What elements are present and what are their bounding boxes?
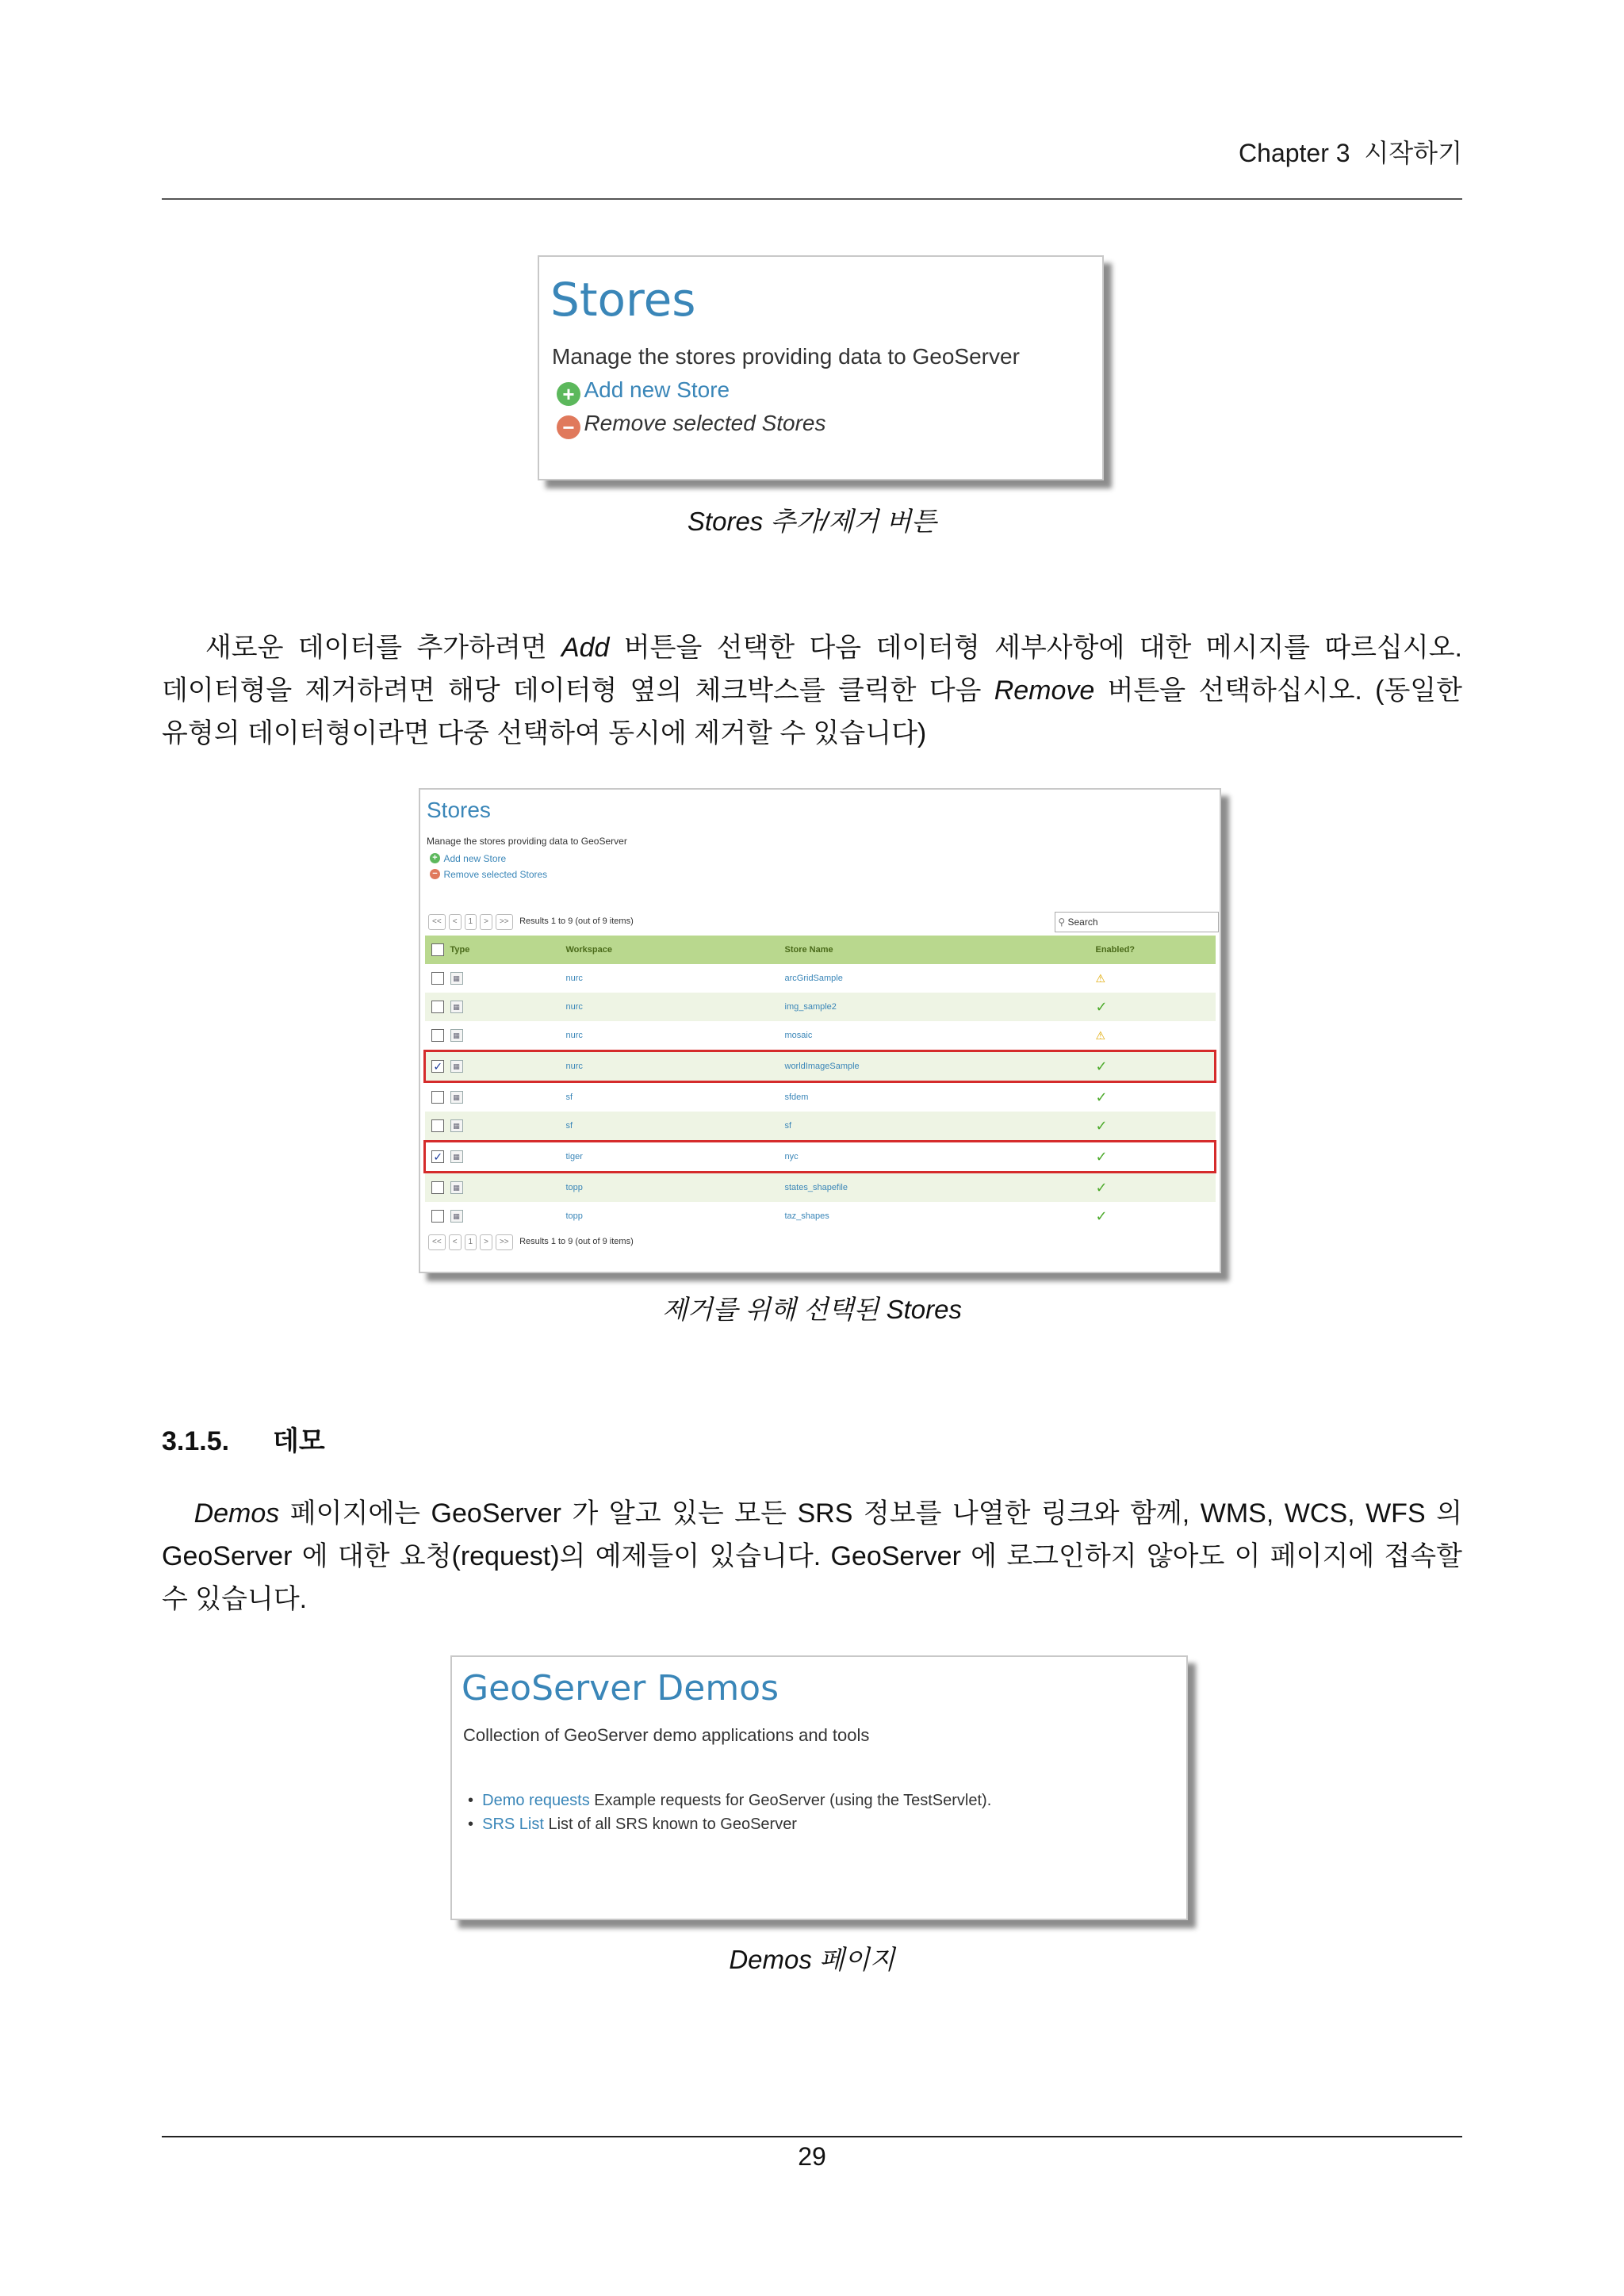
cell-type xyxy=(450,1112,566,1142)
remove-store-link[interactable]: Remove selected Stores xyxy=(584,411,826,435)
cell-store-name xyxy=(785,993,1096,1021)
workspace-link[interactable]: nurc xyxy=(565,1002,583,1012)
cell-enabled xyxy=(1096,1202,1216,1230)
cell-type xyxy=(450,1021,566,1051)
cell-workspace xyxy=(566,1051,785,1082)
store-name-link[interactable]: nyc xyxy=(784,1152,799,1161)
store-name-link[interactable]: arcGridSample xyxy=(784,974,843,983)
pager-next[interactable]: > xyxy=(480,1234,492,1250)
cell-workspace xyxy=(566,1021,785,1051)
demos-title: GeoServer Demos xyxy=(462,1668,779,1709)
cell-workspace xyxy=(566,1202,785,1230)
cell-workspace xyxy=(566,993,785,1021)
remove-store-row[interactable] xyxy=(430,867,547,882)
remove-store-row[interactable] xyxy=(557,411,826,439)
cell-type xyxy=(450,964,566,993)
running-header xyxy=(1239,133,1462,170)
section-number: 3.1.5. xyxy=(162,1426,230,1456)
row-checkbox[interactable] xyxy=(431,972,444,985)
paragraph-demos xyxy=(162,1492,1462,1621)
col-type[interactable]: Type xyxy=(450,936,566,964)
pager-prev[interactable]: < xyxy=(449,914,462,930)
workspace-link[interactable]: nurc xyxy=(565,1062,583,1071)
cell-enabled xyxy=(1096,1051,1216,1082)
pager-prev[interactable]: < xyxy=(449,1234,462,1250)
para1-line1: 새로운 데이터를 추가하려면 Add 버튼을 선택한 다음 데이터형 세부사항에 대한 메시지를 따르십시오. xyxy=(205,633,1462,663)
header-rule xyxy=(162,198,1462,200)
store-name-link[interactable]: states_shapefile xyxy=(784,1183,848,1192)
row-checkbox[interactable] xyxy=(431,1091,444,1104)
chapter-title: 시작하기 xyxy=(1364,139,1462,167)
table-row[interactable] xyxy=(425,1051,1216,1082)
demos-screenshot xyxy=(450,1655,1188,1920)
store-name-link[interactable]: sfdem xyxy=(784,1093,809,1102)
row-checkbox[interactable] xyxy=(431,1119,444,1132)
workspace-link[interactable]: topp xyxy=(565,1183,583,1192)
srs-list-link[interactable]: SRS List xyxy=(482,1816,544,1833)
store-type-icon: ▦ xyxy=(450,1001,463,1013)
cell-select[interactable] xyxy=(425,1051,450,1082)
search-placeholder: Search xyxy=(1067,916,1098,928)
cell-type xyxy=(450,1051,566,1082)
cell-enabled xyxy=(1096,964,1216,993)
store-name-link[interactable]: sf xyxy=(784,1121,792,1131)
row-checkbox[interactable]: ✓ xyxy=(431,1150,444,1163)
table-row[interactable] xyxy=(425,1202,1216,1230)
cell-store-name xyxy=(785,964,1096,993)
demo-list-item xyxy=(468,1816,797,1834)
enabled-check-icon: ✓ xyxy=(1095,998,1108,1015)
srs-list-desc: List of all SRS known to GeoServer xyxy=(543,1816,797,1833)
pager-page[interactable]: 1 xyxy=(465,914,477,930)
row-checkbox[interactable] xyxy=(431,1181,444,1194)
cell-type xyxy=(450,1202,566,1230)
add-store-link[interactable]: Add new Store xyxy=(584,377,730,402)
page-number: 29 xyxy=(798,2142,826,2171)
pager-top xyxy=(428,913,634,930)
stores-title: Stores xyxy=(550,273,696,327)
store-name-link[interactable]: worldImageSample xyxy=(784,1062,860,1071)
bullet-icon: • xyxy=(468,1792,483,1809)
stores-buttons-screenshot xyxy=(538,255,1104,480)
cell-select[interactable] xyxy=(425,1082,450,1112)
para2-line2: GeoServer 에 대한 요청(request)의 예제들이 있습니다. GeoServer 에 로그인하지 않아도 이 페이지에 접속할 xyxy=(162,1541,1462,1571)
demos-subtitle: Collection of GeoServer demo applications and tools xyxy=(463,1725,870,1745)
pager-last[interactable]: >> xyxy=(496,914,513,930)
cell-store-name xyxy=(785,1112,1096,1142)
col-enabled[interactable]: Enabled? xyxy=(1096,936,1216,964)
cell-workspace xyxy=(566,1173,785,1203)
stores-subtitle: Manage the stores providing data to GeoServer xyxy=(552,344,1020,369)
stores-title: Stores xyxy=(427,798,491,822)
workspace-link[interactable]: nurc xyxy=(565,974,583,983)
store-type-icon: ▦ xyxy=(450,1150,463,1163)
cell-type xyxy=(450,993,566,1021)
cell-workspace xyxy=(566,964,785,993)
cell-workspace xyxy=(566,1142,785,1173)
enabled-check-icon: ✓ xyxy=(1095,1089,1108,1105)
results-count: Results 1 to 9 (out of 9 items) xyxy=(519,1237,634,1246)
para2-line3: 수 있습니다. xyxy=(162,1584,308,1614)
table-row[interactable] xyxy=(425,1112,1216,1142)
cell-store-name xyxy=(785,1142,1096,1173)
remove-icon: − xyxy=(430,869,440,879)
pager-last[interactable]: >> xyxy=(496,1234,513,1250)
figure-2-caption: 제거를 위해 선택된 Stores xyxy=(662,1295,962,1324)
demo-requests-link[interactable]: Demo requests xyxy=(482,1792,590,1809)
chapter-label: Chapter 3 xyxy=(1239,139,1350,167)
search-icon: ⚲ xyxy=(1055,916,1066,928)
results-count: Results 1 to 9 (out of 9 items) xyxy=(519,916,634,926)
table-row[interactable] xyxy=(425,993,1216,1021)
select-all-checkbox[interactable] xyxy=(431,943,444,956)
add-store-row[interactable] xyxy=(557,377,730,406)
cell-select[interactable] xyxy=(425,964,450,993)
remove-store-link[interactable]: Remove selected Stores xyxy=(443,869,548,880)
workspace-link[interactable]: tiger xyxy=(565,1152,583,1161)
figure-3-caption: Demos 페이지 xyxy=(729,1945,895,1974)
section-heading xyxy=(162,1419,325,1458)
stores-subtitle: Manage the stores providing data to GeoServer xyxy=(427,836,627,847)
row-checkbox[interactable] xyxy=(431,1210,444,1223)
search-input[interactable] xyxy=(1055,912,1219,932)
store-type-icon: ▦ xyxy=(450,1181,463,1194)
store-type-icon: ▦ xyxy=(450,972,463,985)
store-name-link[interactable]: img_sample2 xyxy=(784,1002,837,1012)
bullet-icon: • xyxy=(468,1816,483,1833)
table-row[interactable] xyxy=(425,964,1216,993)
add-store-link[interactable]: Add new Store xyxy=(443,853,507,864)
demo-list-item xyxy=(468,1792,991,1810)
store-type-icon: ▦ xyxy=(450,1119,463,1132)
workspace-link[interactable]: topp xyxy=(565,1211,583,1221)
section-title: 데모 xyxy=(273,1426,325,1456)
table-row[interactable] xyxy=(425,1082,1216,1112)
cell-type xyxy=(450,1082,566,1112)
cell-select[interactable] xyxy=(425,1202,450,1230)
cell-enabled xyxy=(1096,1173,1216,1203)
enabled-check-icon: ✓ xyxy=(1095,1179,1108,1196)
footer-rule xyxy=(162,2136,1462,2137)
cell-store-name xyxy=(785,1173,1096,1203)
demo-requests-desc: Example requests for GeoServer (using the TestServlet). xyxy=(589,1792,992,1809)
store-type-icon: ▦ xyxy=(450,1210,463,1223)
cell-store-name xyxy=(785,1202,1096,1230)
cell-enabled xyxy=(1096,1082,1216,1112)
warning-icon: ⚠ xyxy=(1095,971,1106,985)
workspace-link[interactable]: nurc xyxy=(565,1031,583,1040)
paragraph-stores xyxy=(162,626,1462,755)
cell-select[interactable] xyxy=(425,1112,450,1142)
row-checkbox[interactable]: ✓ xyxy=(431,1060,444,1073)
pager-bottom xyxy=(428,1234,634,1250)
cell-select[interactable] xyxy=(425,1142,450,1173)
enabled-check-icon: ✓ xyxy=(1095,1117,1108,1134)
figure-1-caption: Stores 추가/제거 버튼 xyxy=(687,507,937,536)
add-icon: + xyxy=(557,382,580,406)
para1-line3: 유형의 데이터형이라면 다중 선택하여 동시에 제거할 수 있습니다) xyxy=(162,718,927,748)
store-type-icon: ▦ xyxy=(450,1091,463,1104)
store-name-link[interactable]: mosaic xyxy=(784,1031,813,1040)
store-name-link[interactable]: taz_shapes xyxy=(784,1211,829,1221)
workspace-link[interactable]: sf xyxy=(565,1093,573,1102)
cell-type xyxy=(450,1142,566,1173)
cell-store-name xyxy=(785,1051,1096,1082)
enabled-check-icon: ✓ xyxy=(1095,1058,1108,1074)
cell-workspace xyxy=(566,1082,785,1112)
cell-select[interactable] xyxy=(425,993,450,1021)
pager-first[interactable]: << xyxy=(428,914,446,930)
remove-icon: − xyxy=(557,415,580,439)
stores-table-wrap xyxy=(423,936,1216,1230)
cell-select[interactable] xyxy=(425,1021,450,1051)
table-row[interactable] xyxy=(425,1142,1216,1173)
enabled-check-icon: ✓ xyxy=(1095,1148,1108,1165)
add-store-row[interactable] xyxy=(430,851,506,866)
table-header xyxy=(425,936,1216,964)
add-icon: + xyxy=(430,853,440,863)
cell-enabled xyxy=(1096,993,1216,1021)
para2-line1: Demos 페이지에는 GeoServer 가 알고 있는 모든 SRS 정보를 나열한 링크와 함께, WMS, WCS, WFS 의 xyxy=(193,1498,1462,1529)
row-checkbox[interactable] xyxy=(431,1029,444,1042)
warning-icon: ⚠ xyxy=(1095,1028,1106,1042)
cell-enabled xyxy=(1096,1142,1216,1173)
cell-workspace xyxy=(566,1112,785,1142)
stores-table xyxy=(423,936,1216,1230)
stores-table-screenshot xyxy=(419,788,1221,1273)
cell-select[interactable] xyxy=(425,1173,450,1203)
workspace-link[interactable]: sf xyxy=(565,1121,573,1131)
pager-page[interactable]: 1 xyxy=(465,1234,477,1250)
enabled-check-icon: ✓ xyxy=(1095,1207,1108,1224)
col-store-name[interactable]: Store Name xyxy=(785,936,1096,964)
pager-first[interactable]: << xyxy=(428,1234,446,1250)
col-workspace[interactable]: Workspace xyxy=(566,936,785,964)
row-checkbox[interactable] xyxy=(431,1001,444,1013)
cell-store-name xyxy=(785,1021,1096,1051)
store-type-icon: ▦ xyxy=(450,1029,463,1042)
cell-enabled xyxy=(1096,1021,1216,1051)
cell-store-name xyxy=(785,1082,1096,1112)
store-type-icon: ▦ xyxy=(450,1060,463,1073)
pager-next[interactable]: > xyxy=(480,914,492,930)
table-row[interactable] xyxy=(425,1173,1216,1203)
cell-enabled xyxy=(1096,1112,1216,1142)
para1-line2: 데이터형을 제거하려면 해당 데이터형 옆의 체크박스를 클릭한 다음 Remove 버튼을 선택하십시오. (동일한 xyxy=(162,675,1462,706)
cell-type xyxy=(450,1173,566,1203)
table-row[interactable] xyxy=(425,1021,1216,1051)
